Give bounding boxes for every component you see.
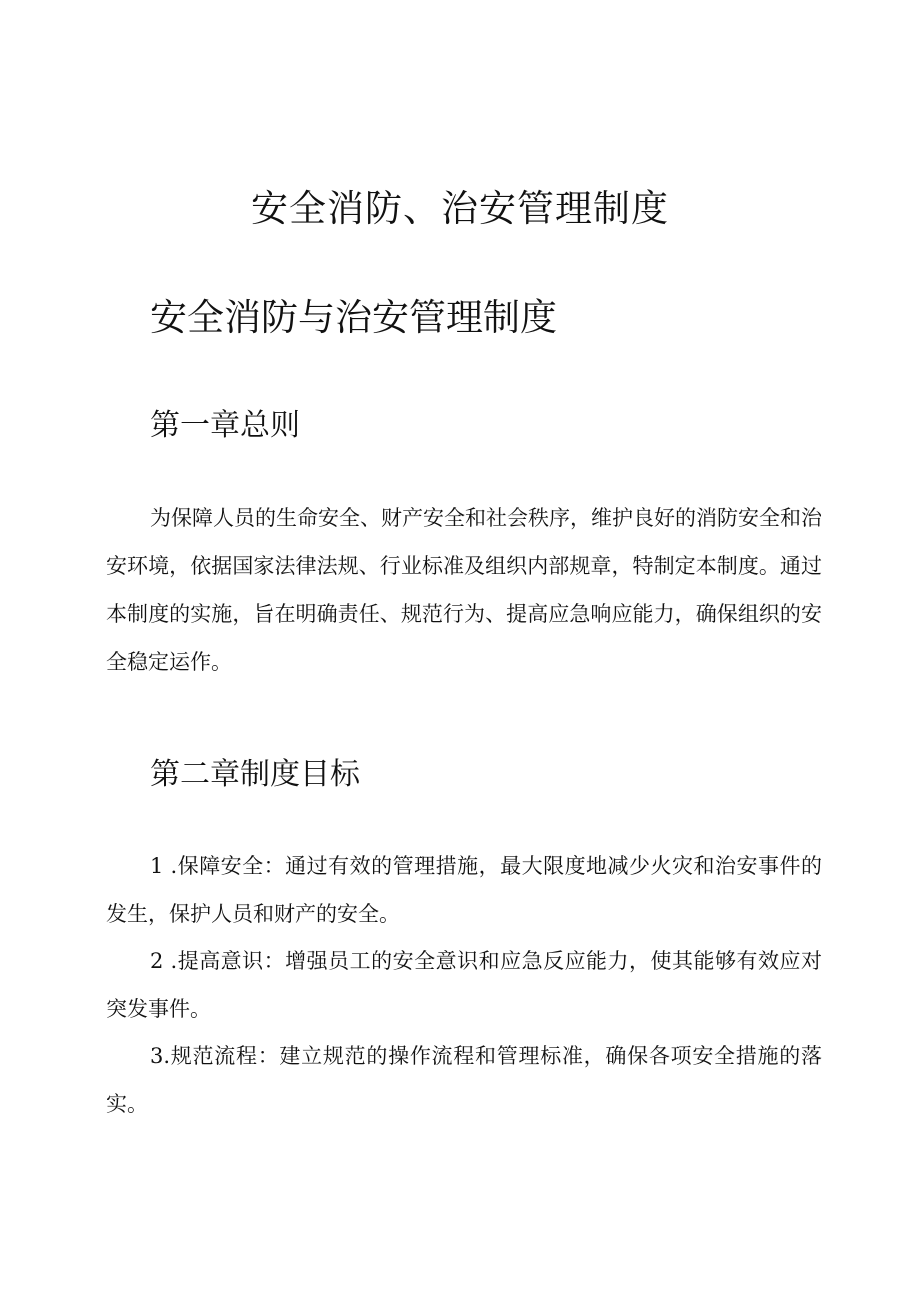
chapter-1-heading: 第一章总则 [150, 408, 300, 443]
chapter-2-heading: 第二章制度目标 [150, 757, 360, 792]
chapter-1-paragraph: 为保障人员的生命安全、财产安全和社会秩序，维护良好的消防安全和治安环境，依据国家法律法规、行业标准及组织内部规章，特制定本制度。通过本制度的实施，旨在明确责任、规范行为、提高应急响应能力，确保组织的安全稳定运作。 [106, 506, 822, 674]
goal-item-2: 2 .提高意识：增强员工的安全意识和应急反应能力，使其能够有效应对突发事件。 [106, 949, 822, 1021]
document-title: 安全消防、治安管理制度 [251, 187, 669, 230]
goal-item-1: 1 .保障安全：通过有效的管理措施，最大限度地减少火灾和治安事件的发生，保护人员和财产的安全。 [106, 854, 822, 926]
document-subtitle: 安全消防与治安管理制度 [150, 296, 557, 339]
goal-item-3: 3.规范流程：建立规范的操作流程和管理标准，确保各项安全措施的落实。 [106, 1044, 822, 1116]
